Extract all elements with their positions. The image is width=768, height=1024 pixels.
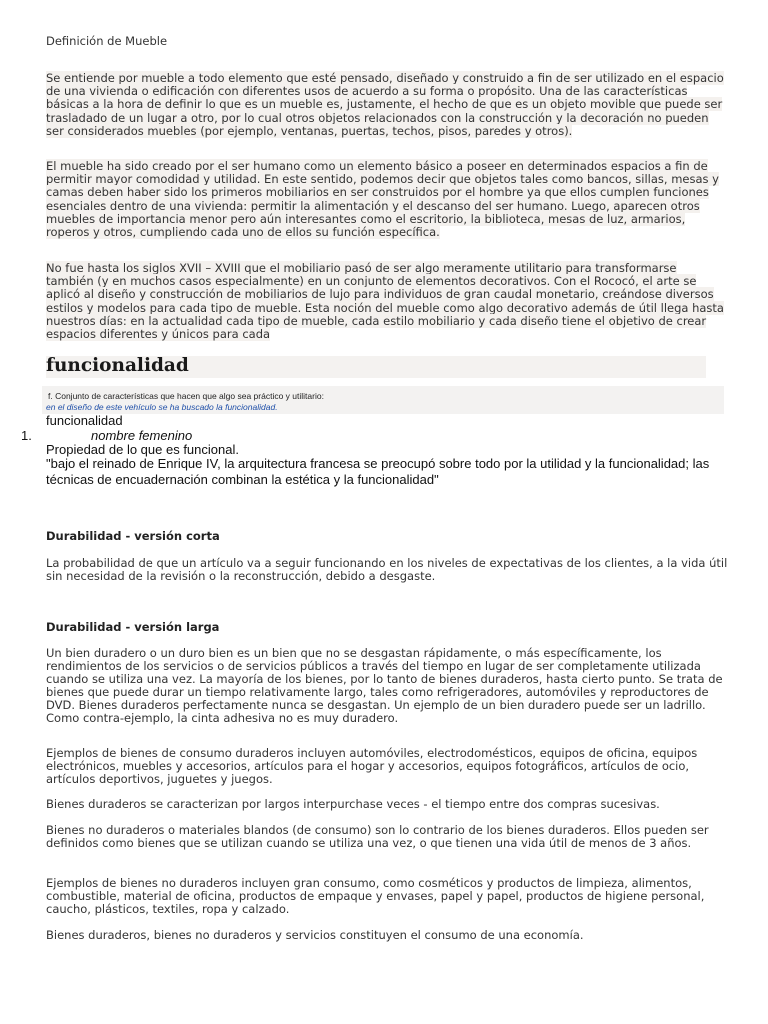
durability-short-heading: Durabilidad - versión corta bbox=[46, 529, 220, 543]
paragraph-text: No fue hasta los siglos XVII – XVIII que el mobiliario pasó de ser algo meramente utilitario para transformarse también (y en muchos casos especialmente) en un conjunto de elementos decorativos. Con el Rococó, el arte se aplicó al diseño y construcción de mobiliarios de lujo para individuos de gran caudal monetario, creándose diversos estilos y modelos para cada tipo de mueble. Esta noción del mueble como algo decorativo además de útil llega hasta nuestros días: en la actualidad cada tipo de mueble, cada estilo mobiliario y cada diseño tiene el objetivo de crear espacios diferentes y únicos para cada bbox=[46, 261, 724, 342]
durability-long-paragraph-2: Ejemplos de bienes de consumo duraderos incluyen automóviles, electrodomésticos, equipos de oficina, equipos electrónicos, muebles y accesorios, artículos para el hogar y accesorios, equipos fotográficos, artículos de ocio, artículos deportivos, juguetes y juegos. bbox=[46, 746, 698, 787]
intro-paragraph-3 bbox=[46, 262, 724, 341]
intro-paragraph-2 bbox=[46, 160, 724, 239]
durability-long-heading: Durabilidad - versión larga bbox=[46, 620, 220, 634]
durability-long-paragraph-6: Bienes duraderos, bienes no duraderos y servicios constituyen el consumo de una economía. bbox=[46, 928, 584, 942]
durability-long-paragraph-5: Ejemplos de bienes no duraderos incluyen gran consumo, como cosméticos y productos de limpieza, alimentos, combustible, material de oficina, productos de empaque y envases, papel y papel, productos de higiene personal, caucho, plásticos, textiles, ropa y calzado. bbox=[46, 876, 705, 917]
durability-long-paragraph-4: Bienes no duraderos o materiales blandos (de consumo) son lo contrario de los bienes duraderos. Ellos pueden ser definidos como bienes que se utilizan cuando se utiliza una vez, o que tienen una vida útil de menos de 3 años. bbox=[46, 823, 709, 851]
durability-long-paragraph-1: Un bien duradero o un duro bien es un bien que no se desgastan rápidamente, o más específicamente, los rendimientos de los servicios o de servicios públicos a través del tiempo en lugar de ser completamente utilizada cuando se utiliza una vez. La mayoría de los bienes, por lo tanto de bienes duraderos, hasta cierto punto. Se trata de bienes que puede durar un tiempo relativamente largo, tales como refrigeradores, automóviles y reproductores de DVD. Bienes duraderos perfectamente nunca se desgastan. Un ejemplo de un bien duradero puede ser un ladrillo. Como contra-ejemplo, la cinta adhesiva no es muy duradero. bbox=[46, 646, 723, 726]
paragraph-text: Se entiende por mueble a todo elemento que esté pensado, diseñado y construido a fin de ser utilizado en el espacio de una vivienda o edificación con diferentes usos de acuerdo a su forma o propósito. Una de las características básicas a la hora de definir lo que es un mueble es, justamente, el hecho de que es un objeto movible que puede ser trasladado de un lugar a otro, por lo cual otros objetos relacionados con la construcción y la decoración no pueden ser considerados muebles (por ejemplo, ventanas, puertas, techos, pisos, paredes y otros). bbox=[46, 71, 724, 138]
durability-short-text: La probabilidad de que un artículo va a seguir funcionando en los niveles de expectativas de los clientes, a la vida útil sin necesidad de la revisión o la reconstrucción, debido a desgaste. bbox=[46, 556, 728, 584]
intro-paragraph-1 bbox=[46, 72, 724, 138]
definition-short-text: f. Conjunto de características que hacen que algo sea práctico y utilitario: bbox=[48, 391, 324, 401]
paragraph-text: El mueble ha sido creado por el ser humano como un elemento básico a poseer en determinados espacios a fin de permitir mayor comodidad y utilidad. En este sentido, podemos decir que objetos tales como bancos, sillas, mesas y camas deben haber sido los primeros mobiliarios en ser construidos por el hombre ya que ellos cumplen funciones esenciales dentro de una vivienda: permitir la alimentación y el descanso del ser humano. Luego, aparecen otros muebles de importancia menor pero aún interesantes como el escritorio, la biblioteca, mesas de luz, armarios, roperos y otros, cumpliendo cada uno de ellos su función específica. bbox=[46, 159, 719, 240]
dictionary-entry-example: "bajo el reinado de Enrique IV, la arquitectura francesa se preocupó sobre todo por la utilidad y la funcionalidad; las técnicas de encuadernación combinan la estética y la funcionalidad" bbox=[46, 456, 710, 487]
dictionary-entry-part-of-speech: nombre femenino bbox=[91, 428, 193, 443]
dictionary-entry-number: 1. bbox=[21, 428, 32, 443]
definition-short-example: en el diseño de este vehículo se ha buscado la funcionalidad. bbox=[46, 402, 278, 412]
dictionary-entry-meaning: Propiedad de lo que es funcional. bbox=[46, 442, 239, 457]
document-title: Definición de Mueble bbox=[46, 34, 168, 48]
definition-heading: funcionalidad bbox=[46, 355, 189, 376]
durability-long-paragraph-3: Bienes duraderos se caracterizan por largos interpurchase veces - el tiempo entre dos compras sucesivas. bbox=[46, 797, 660, 811]
dictionary-entry-word: funcionalidad bbox=[46, 413, 123, 428]
